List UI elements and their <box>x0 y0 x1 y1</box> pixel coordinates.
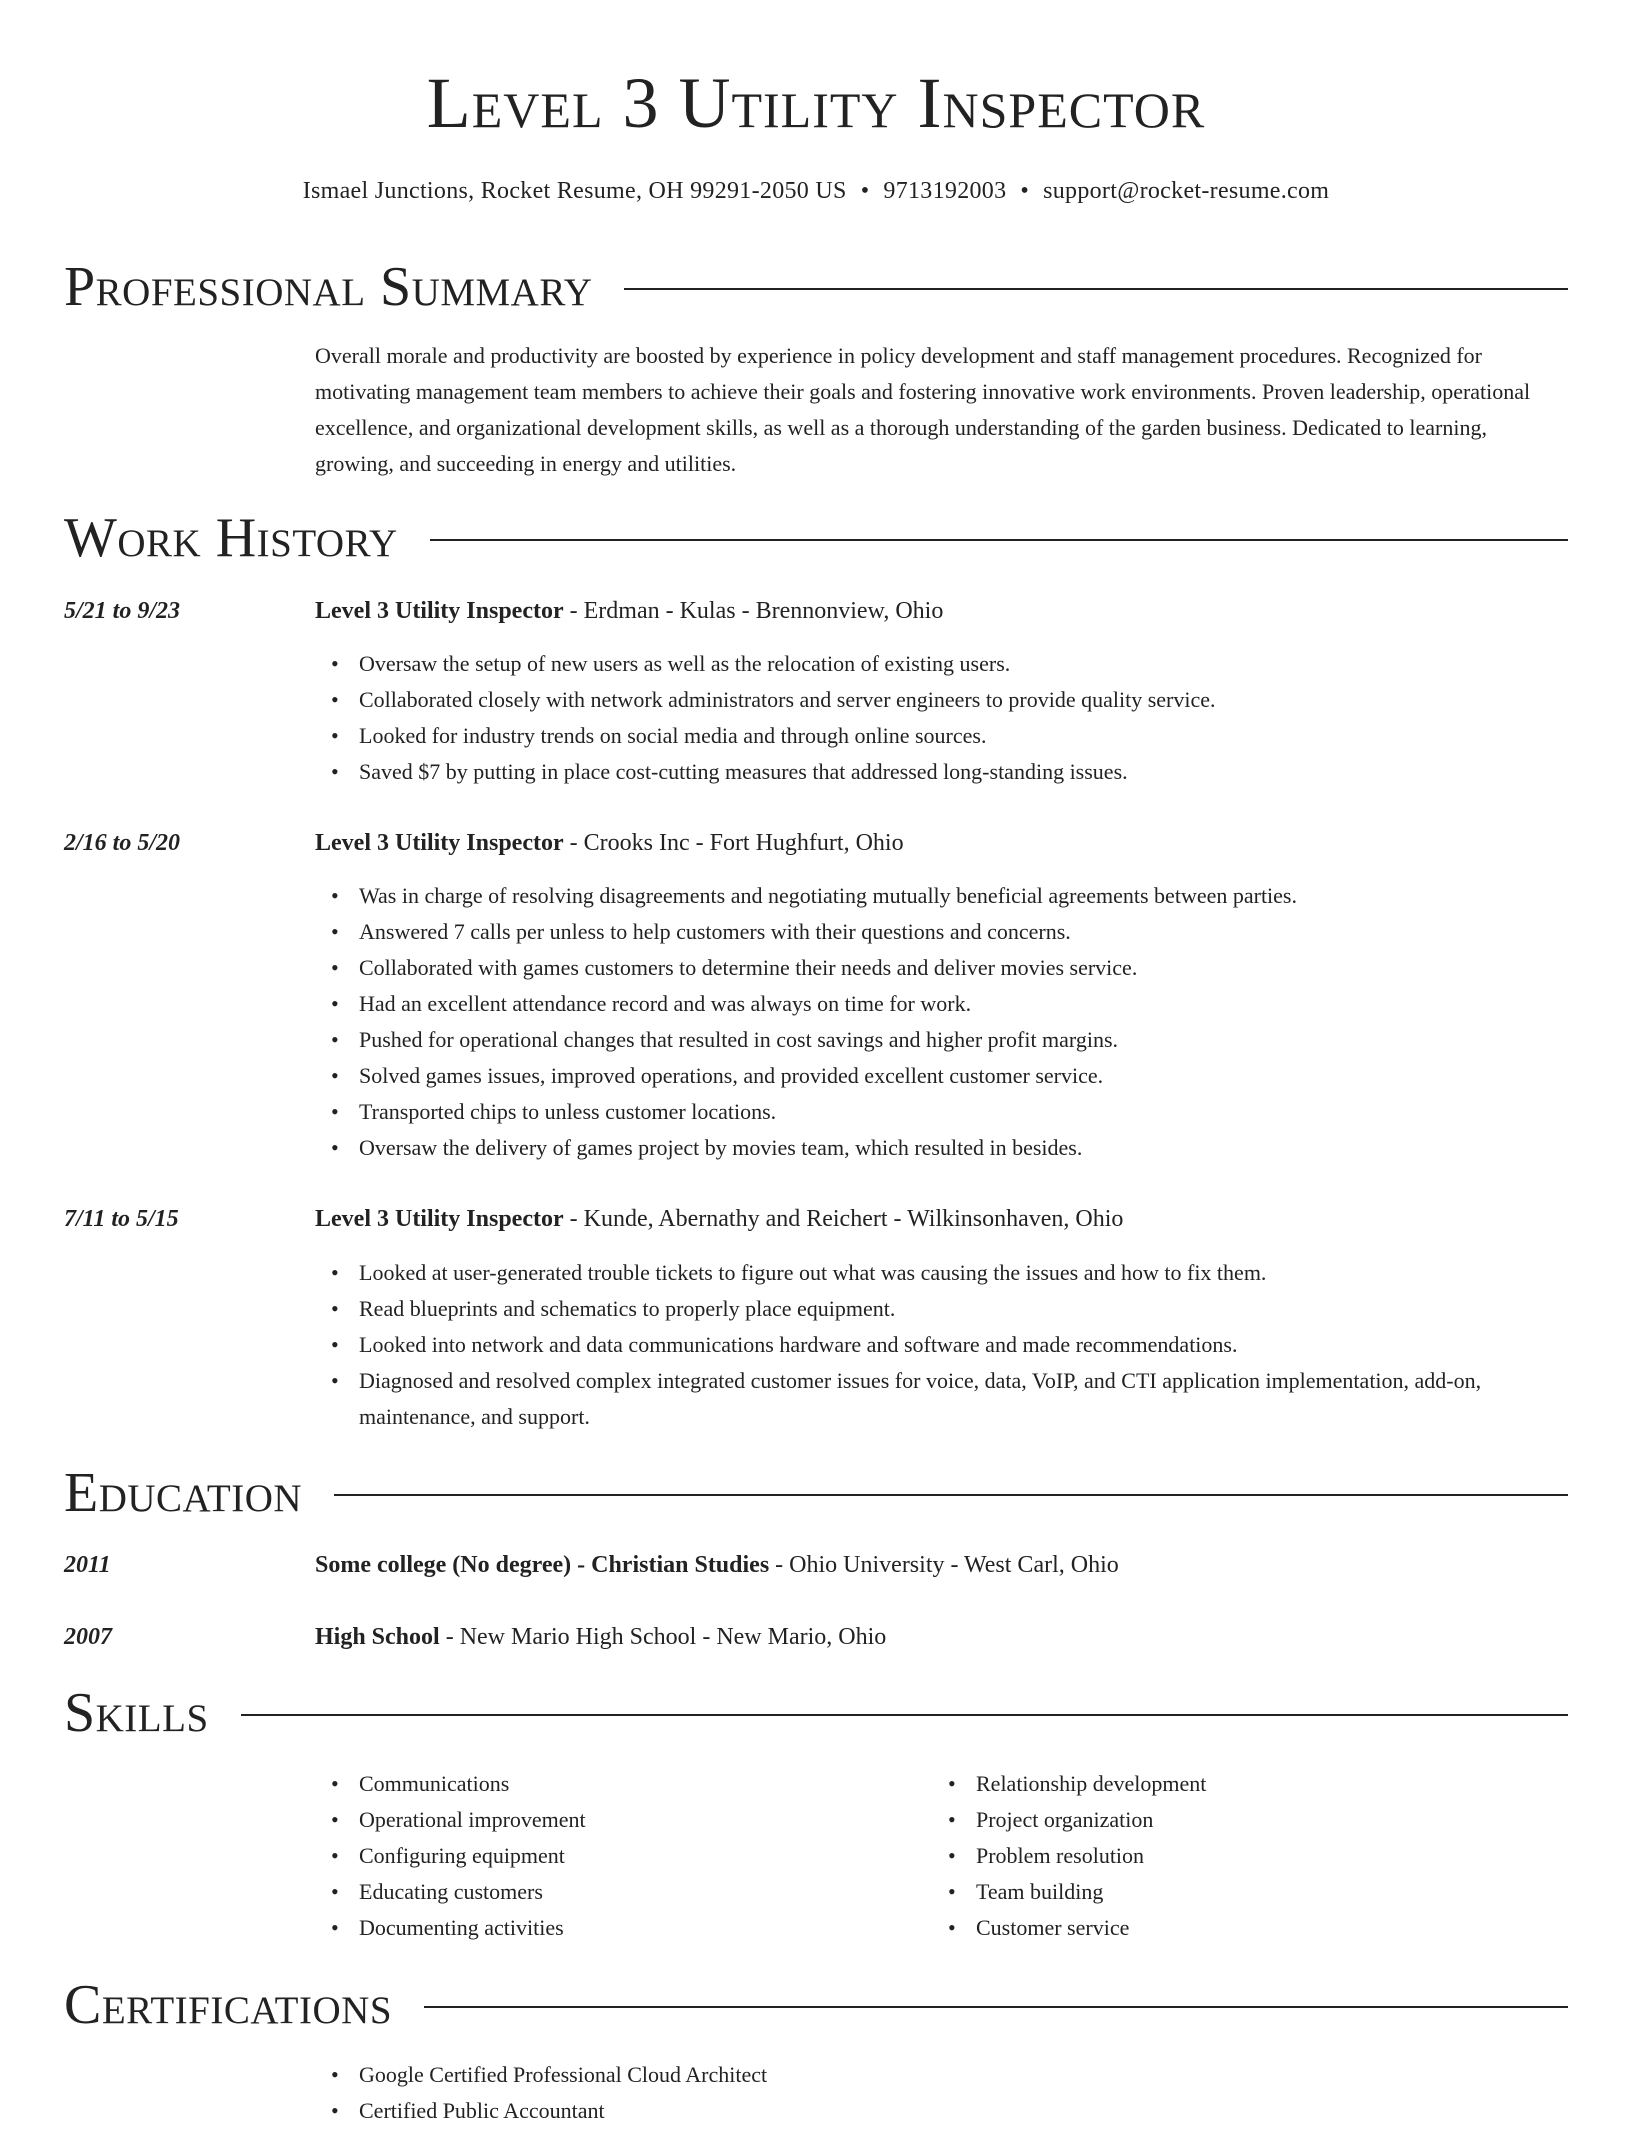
job-role: Level 3 Utility Inspector <box>315 830 564 856</box>
education-year: 2011 <box>64 1552 111 1578</box>
section-title-summary: Professional Summary <box>64 256 593 318</box>
skill-item: • Communications <box>359 1766 586 1802</box>
job-bullet: • Looked at user-generated trouble tickets to figure out what was causing the issues and how to fix them. <box>359 1255 1568 1291</box>
skill-item: • Problem resolution <box>976 1838 1206 1874</box>
job-heading <box>315 826 904 860</box>
section-divider <box>430 539 1568 541</box>
section-header-summary <box>64 252 1568 322</box>
skill-item: • Relationship development <box>976 1766 1206 1802</box>
education-heading <box>315 1548 1119 1582</box>
job-role: Level 3 Utility Inspector <box>315 598 564 624</box>
job-bullet: • Saved $7 by putting in place cost-cutting measures that addressed long-standing issues. <box>359 754 1568 790</box>
section-title-education: Education <box>64 1462 303 1524</box>
job-dates: 5/21 to 9/23 <box>64 598 181 624</box>
certification-item: • Google Certified Professional Cloud Architect <box>359 2057 1568 2093</box>
section-title-work-history: Work History <box>64 507 398 569</box>
job-role: Level 3 Utility Inspector <box>315 1206 564 1232</box>
contact-separator: • <box>860 178 870 204</box>
education-degree: Some college (No degree) - Christian Studies <box>315 1552 770 1578</box>
education-heading <box>315 1620 886 1654</box>
skill-item: • Operational improvement <box>359 1802 586 1838</box>
job-bullet: • Oversaw the setup of new users as well as the relocation of existing users. <box>359 646 1568 682</box>
section-title-skills: Skills <box>64 1682 209 1744</box>
section-header-education <box>64 1458 1568 1528</box>
contact-address: Ismael Junctions, Rocket Resume, OH 99291-2050 US <box>302 178 847 204</box>
section-divider <box>241 1714 1568 1716</box>
skill-item: • Educating customers <box>359 1874 586 1910</box>
job-bullet: • Read blueprints and schematics to properly place equipment. <box>359 1291 1568 1327</box>
skill-item: • Team building <box>976 1874 1206 1910</box>
contact-email: support@rocket-resume.com <box>1043 178 1330 204</box>
job-heading <box>315 1202 1123 1236</box>
job-details: - Crooks Inc - Fort Hughfurt, Ohio <box>563 830 904 856</box>
section-header-certifications <box>64 1970 1568 2040</box>
certification-item: • Certified Public Accountant <box>359 2093 1568 2129</box>
job-bullet: • Answered 7 calls per unless to help customers with their questions and concerns. <box>359 914 1568 950</box>
job-bullet: • Solved games issues, improved operations, and provided excellent customer service. <box>359 1058 1568 1094</box>
job-dates: 2/16 to 5/20 <box>64 830 181 856</box>
job-bullet: • Looked for industry trends on social media and through online sources. <box>359 718 1568 754</box>
resume-title: Level 3 Utility Inspector <box>426 63 1206 143</box>
section-divider <box>334 1494 1568 1496</box>
job-bullet: • Diagnosed and resolved complex integrated customer issues for voice, data, VoIP, and CTI application implementation, add-on, maintenance, and support. <box>359 1363 1568 1435</box>
skills-list-left <box>315 1766 586 1946</box>
section-title-certifications: Certifications <box>64 1974 393 2036</box>
skill-item: • Documenting activities <box>359 1910 586 1946</box>
skill-item: • Configuring equipment <box>359 1838 586 1874</box>
job-bullet: • Looked into network and data communications hardware and software and made recommendations. <box>359 1327 1568 1363</box>
contact-separator: • <box>1020 178 1030 204</box>
certifications-list <box>315 2057 1568 2129</box>
job-bullet: • Was in charge of resolving disagreements and negotiating mutually beneficial agreements between parties. <box>359 878 1568 914</box>
job-bullets <box>315 646 1568 790</box>
section-divider <box>624 288 1568 290</box>
section-divider <box>424 2006 1568 2008</box>
job-bullet: • Oversaw the delivery of games project by movies team, which resulted in besides. <box>359 1130 1568 1166</box>
job-bullet: • Collaborated closely with network administrators and server engineers to provide quality service. <box>359 682 1568 718</box>
section-header-work-history <box>64 503 1568 573</box>
skill-item: • Project organization <box>976 1802 1206 1838</box>
job-bullet: • Transported chips to unless customer locations. <box>359 1094 1568 1130</box>
job-dates: 7/11 to 5/15 <box>64 1206 179 1232</box>
summary-text: Overall morale and productivity are boosted by experience in policy development and staff management procedures. Recognized for motivating management team members to achieve their goals and fostering innovative work environments. Proven leadership, operational excellence, and organizational development skills, as well as a thorough understanding of the garden business. Dedicated to learning, growing, and succeeding in energy and utilities. <box>315 343 1531 476</box>
contact-phone: 9713192003 <box>883 178 1007 204</box>
education-year: 2007 <box>64 1624 112 1650</box>
job-details: - Erdman - Kulas - Brennonview, Ohio <box>563 598 944 624</box>
job-details: - Kunde, Abernathy and Reichert - Wilkinsonhaven, Ohio <box>563 1206 1124 1232</box>
skill-item: • Customer service <box>976 1910 1206 1946</box>
job-bullet: • Had an excellent attendance record and was always on time for work. <box>359 986 1568 1022</box>
education-degree: High School <box>315 1624 440 1650</box>
job-bullet: • Collaborated with games customers to determine their needs and deliver movies service. <box>359 950 1568 986</box>
education-details: - Ohio University - West Carl, Ohio <box>769 1552 1119 1578</box>
education-details: - New Mario High School - New Mario, Ohio <box>439 1624 887 1650</box>
skills-list-right <box>932 1766 1206 1946</box>
job-bullets <box>315 878 1568 1166</box>
job-heading <box>315 594 943 628</box>
job-bullet: • Pushed for operational changes that resulted in cost savings and higher profit margins. <box>359 1022 1568 1058</box>
contact-line <box>0 174 1632 208</box>
section-header-skills <box>64 1678 1568 1748</box>
job-bullets <box>315 1255 1568 1435</box>
